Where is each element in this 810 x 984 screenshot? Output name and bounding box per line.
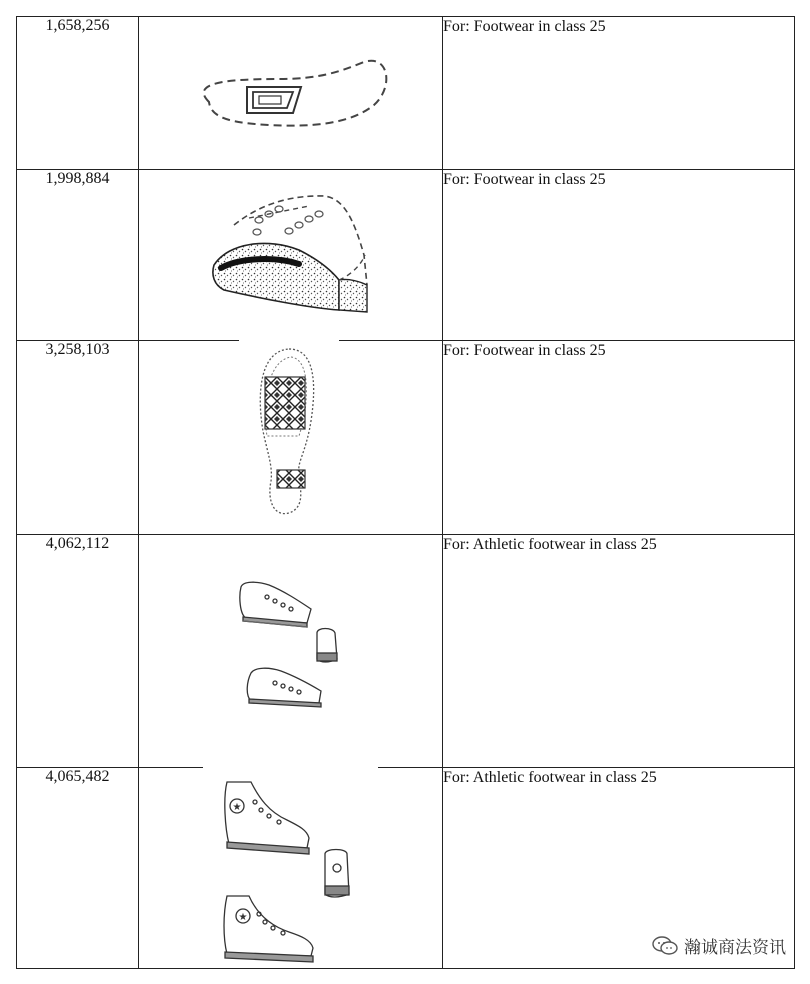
table-row xyxy=(17,341,795,535)
goods-description: For: Footwear in class 25 xyxy=(443,170,795,341)
low-top-sneaker-icon xyxy=(139,535,441,767)
watermark xyxy=(650,931,788,960)
mark-drawing-cell xyxy=(139,341,443,535)
wechat-icon xyxy=(652,936,678,956)
mark-drawing-cell xyxy=(139,170,443,341)
goods-description: For: Athletic footwear in class 25 xyxy=(443,535,795,768)
goods-description: For: Footwear in class 25 xyxy=(443,17,795,170)
registration-number: 4,065,482 xyxy=(17,768,139,969)
registration-number: 1,658,256 xyxy=(17,17,139,170)
registration-number: 3,258,103 xyxy=(17,341,139,535)
table-row xyxy=(17,17,795,170)
border-gap xyxy=(239,339,339,342)
svg-text:★: ★ xyxy=(238,912,248,923)
trademark-table xyxy=(16,16,795,969)
shoe-heel-pad-icon xyxy=(139,170,441,340)
table-row xyxy=(17,170,795,341)
registration-number: 4,062,112 xyxy=(17,535,139,768)
border-gap xyxy=(203,766,378,769)
outsole-pattern-icon xyxy=(139,341,441,534)
mark-drawing-cell xyxy=(139,768,443,969)
registration-number: 1,998,884 xyxy=(17,170,139,341)
goods-description: For: Footwear in class 25 xyxy=(443,341,795,535)
shoe-sole-dashed-icon xyxy=(139,17,441,169)
svg-text:★: ★ xyxy=(232,802,242,813)
high-top-sneaker-icon xyxy=(139,768,441,968)
goods-description: For: Athletic footwear in class 25 xyxy=(443,768,795,969)
watermark-text: 瀚诚商法资讯 xyxy=(684,938,786,958)
mark-drawing-cell xyxy=(139,17,443,170)
mark-drawing-cell xyxy=(139,535,443,768)
table-row xyxy=(17,535,795,768)
